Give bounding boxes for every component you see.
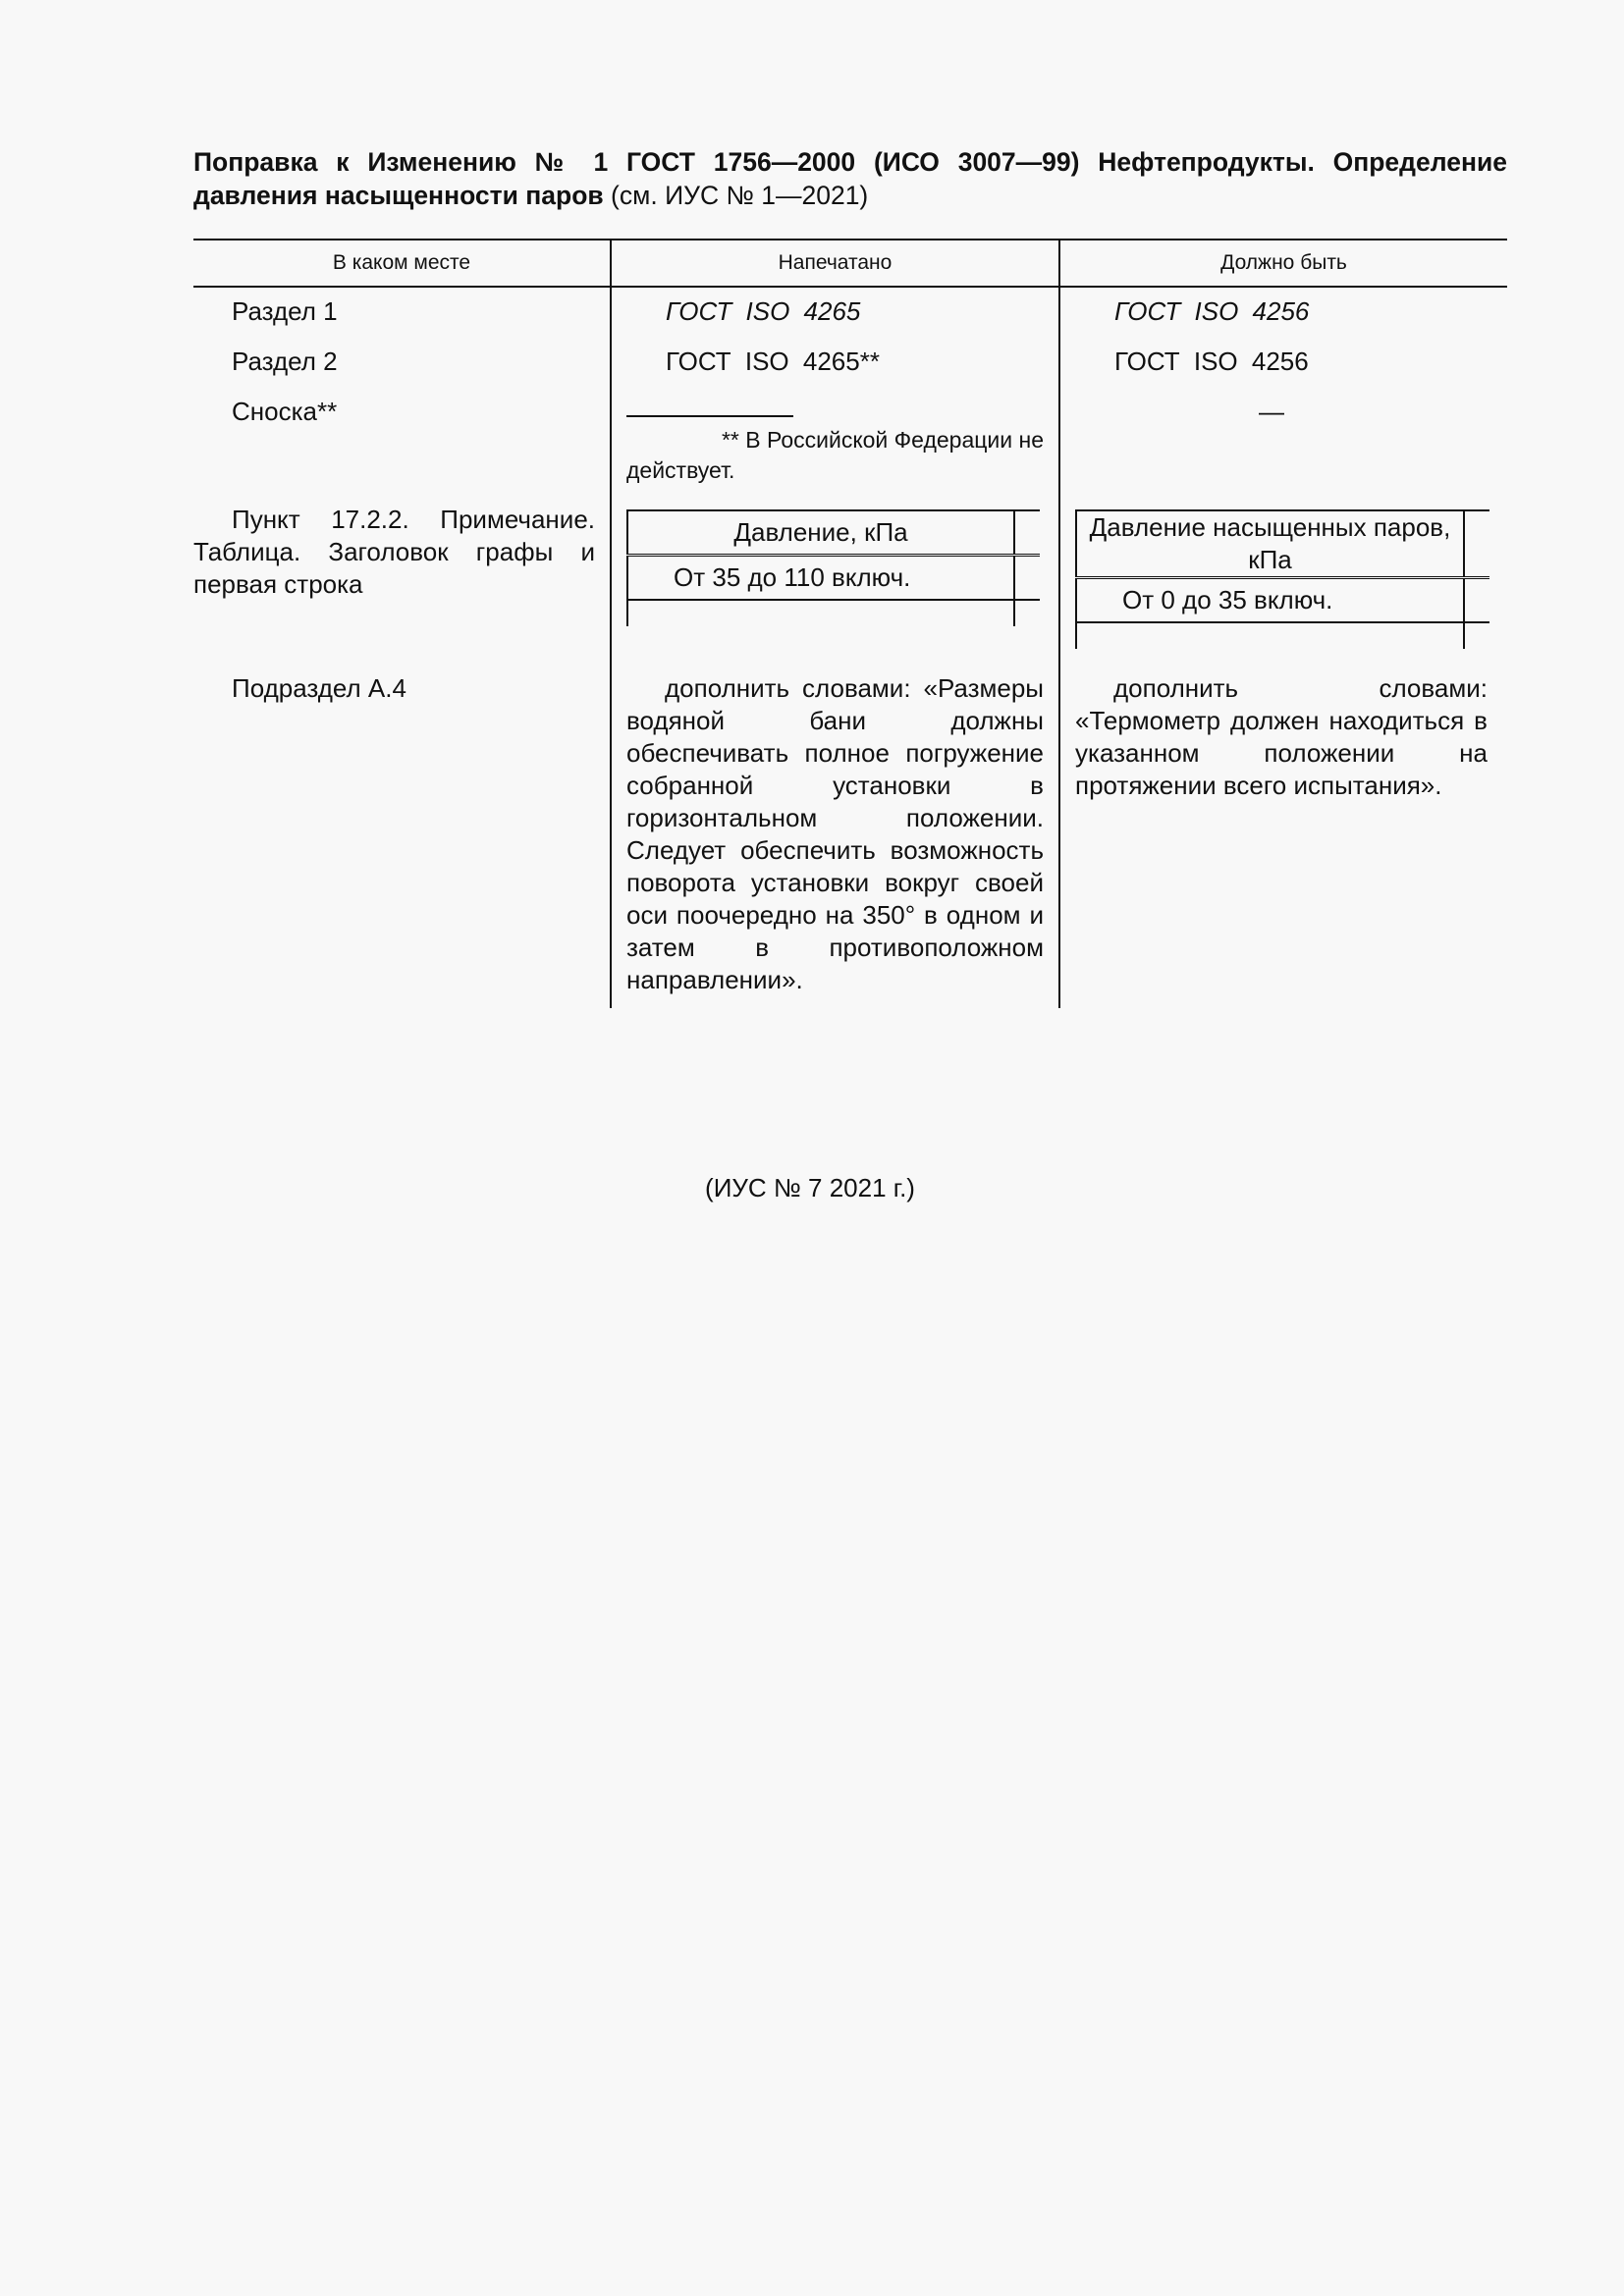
should-subtable <box>1075 509 1489 649</box>
footnote-text-cont: действует. <box>626 457 735 483</box>
cell-should <box>1059 328 1507 378</box>
cell-printed <box>611 287 1059 328</box>
footnote-rule <box>626 415 793 417</box>
printed-sub-value: От 35 до 110 включ. <box>627 556 1014 601</box>
header-where: В каком месте <box>193 240 611 287</box>
cell-printed <box>611 378 1059 486</box>
cell-where: Раздел 1 <box>232 296 338 326</box>
should-sub-header: Давление насыщенных паров, кПа <box>1076 510 1464 578</box>
printed-text: ГОСТ ISO 4265 <box>666 296 861 326</box>
cell-printed <box>611 328 1059 378</box>
cell-where: Подраздел А.4 <box>232 673 406 703</box>
document-title <box>193 145 1507 212</box>
issue-reference: (ИУС № 7 2021 г.) <box>705 1173 915 1202</box>
cell-should <box>1059 486 1507 649</box>
header-should: Должно быть <box>1059 240 1507 287</box>
should-text: ГОСТ ISO 4256 <box>1114 296 1310 326</box>
cell-should <box>1059 649 1507 1008</box>
title-bold: Поправка к Изменению № 1 ГОСТ 1756—2000 (ИСО 3007—99) Нефтепродукты. Определение давления насыщенности паров <box>193 147 1507 210</box>
table-row <box>193 287 1507 328</box>
printed-sub-header: Давление, кПа <box>627 510 1014 556</box>
cell-should <box>1059 287 1507 328</box>
footnote-text: ** В Российской Федерации не <box>721 427 1044 453</box>
corrections-table <box>193 239 1507 1008</box>
should-text: ГОСТ ISO 4256 <box>1114 347 1309 376</box>
header-printed: Напечатано <box>611 240 1059 287</box>
table-row <box>193 649 1507 1008</box>
table-row <box>193 486 1507 649</box>
printed-text: ГОСТ ISO 4265** <box>666 347 880 376</box>
should-sub-value: От 0 до 35 включ. <box>1076 578 1464 623</box>
where-text: Пункт 17.2.2. Примечание. Таблица. Заголовок графы и первая строка <box>193 505 595 599</box>
table-header-row <box>193 240 1507 287</box>
title-reference: (см. ИУС № 1—2021) <box>603 181 869 210</box>
printed-subtable <box>626 509 1040 626</box>
printed-text: дополнить словами: «Размеры водяной бани должны обеспечивать полное погружение собранной установки в горизонтальном положении. Следует обеспечить возможность поворота установки вокруг своей оси поочередно на 350° в одном и затем в противоположном направлении». <box>626 673 1044 994</box>
cell-should <box>1059 378 1507 486</box>
cell-where <box>193 486 611 649</box>
cell-printed <box>611 486 1059 649</box>
table-row <box>193 328 1507 378</box>
should-dash: — <box>1259 397 1284 426</box>
document-page <box>193 145 1507 1202</box>
table-row <box>193 378 1507 486</box>
cell-printed <box>611 649 1059 1008</box>
should-text: дополнить словами: «Термометр должен находиться в указанном положении на протяжении всего испытания». <box>1075 673 1488 800</box>
cell-where: Раздел 2 <box>232 347 338 376</box>
cell-where: Сноска** <box>232 397 338 426</box>
